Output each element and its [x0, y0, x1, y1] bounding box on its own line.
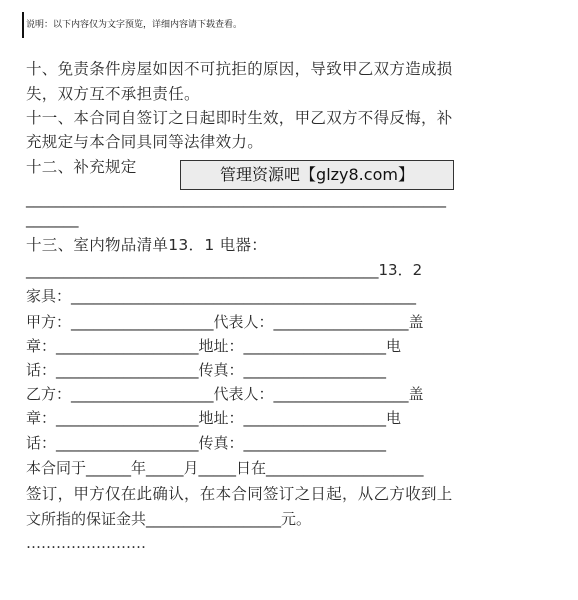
clause-11-line-2: 充规定与本合同具同等法律效力。	[26, 133, 264, 151]
furniture-line: 家具：______________________________________________	[26, 287, 417, 305]
blank-line-2: _______	[26, 210, 79, 228]
site-watermark: 管理资源吧【glzy8.com】	[180, 160, 454, 190]
continuation-ellipsis: ……………………	[26, 534, 146, 552]
clause-13-heading: 十三、室内物品清单13．1 电器：	[26, 236, 268, 254]
preview-notice: 说明：以下内容仅为文字预览，详细内容请下载查看。	[22, 12, 576, 38]
party-a-line: 甲方：___________________代表人：__________________盖	[26, 313, 424, 331]
deposit-line: 文所指的保证金共__________________元。	[26, 510, 312, 528]
clause-11-line-1: 十一、本合同自签订之日起即时生效，甲乙双方不得反悔，补	[26, 109, 453, 127]
clause-10-line-2: 失，双方互不承担责任。	[26, 85, 200, 103]
party-b-phone-fax: 话：___________________传真：___________________	[26, 434, 387, 452]
signing-line: 签订，甲方仅在此确认，在本合同签订之日起，从乙方收到上	[26, 485, 453, 503]
appliance-blank: _______________________________________________13．2	[26, 261, 423, 279]
party-a-seal-address: 章：___________________地址：___________________电	[26, 337, 402, 355]
clause-12-heading: 十二、补充规定	[26, 158, 137, 176]
clause-10-line-1: 十、免责条件房屋如因不可抗拒的原因，导致甲乙双方造成损	[26, 60, 453, 78]
party-b-line: 乙方：___________________代表人：__________________盖	[26, 385, 424, 403]
party-b-seal-address: 章：___________________地址：___________________电	[26, 409, 402, 427]
blank-line-1: ________________________________________________________	[26, 190, 446, 208]
contract-date-line: 本合同于______年_____月_____日在_____________________	[26, 459, 424, 477]
party-a-phone-fax: 话：___________________传真：___________________	[26, 361, 387, 379]
